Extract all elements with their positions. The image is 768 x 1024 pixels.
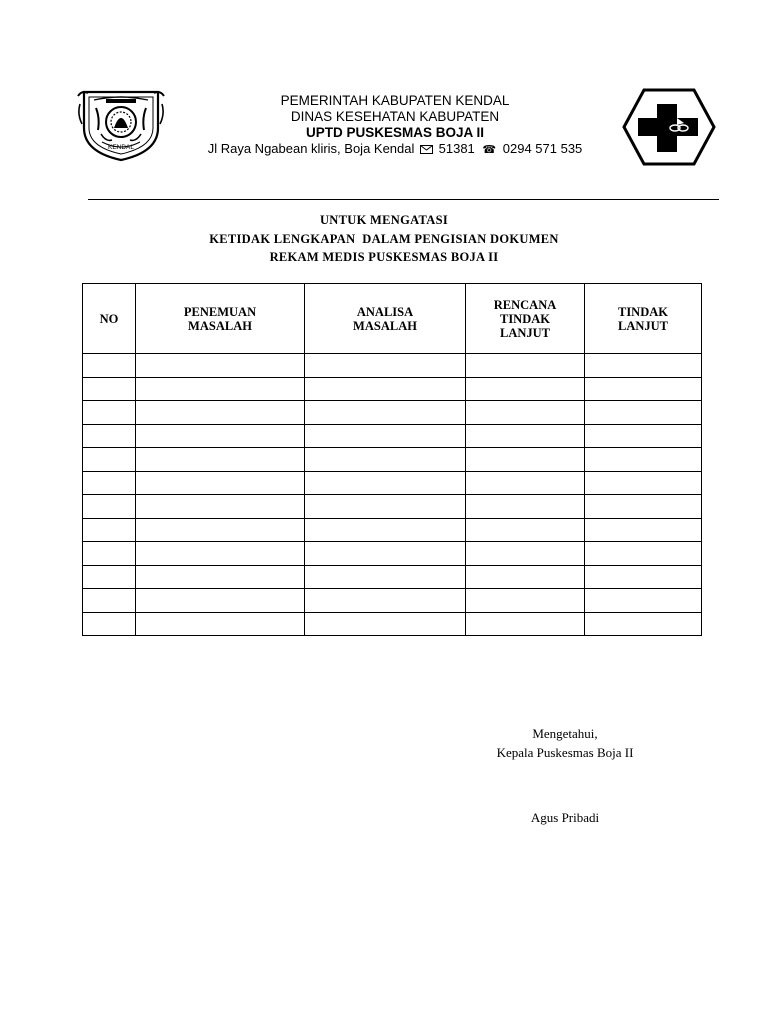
table-cell	[466, 471, 585, 495]
table-row	[83, 518, 702, 542]
address-line	[190, 141, 600, 158]
table-cell	[466, 612, 585, 636]
table-cell	[136, 612, 305, 636]
table-header-row	[83, 284, 702, 354]
table-cell	[305, 495, 466, 519]
table-cell	[136, 542, 305, 566]
table-cell	[136, 589, 305, 613]
table-row	[83, 424, 702, 448]
col-header-no: NO	[83, 284, 136, 354]
table-cell	[83, 448, 136, 472]
table-cell	[305, 377, 466, 401]
table-row	[83, 401, 702, 425]
col-header-rencana-tindak-lanjut: RENCANA TINDAK LANJUT	[466, 284, 585, 354]
table-cell	[305, 471, 466, 495]
table-cell	[466, 448, 585, 472]
table-cell	[466, 518, 585, 542]
col-header-analisa-masalah: ANALISA MASALAH	[305, 284, 466, 354]
table-cell	[585, 471, 702, 495]
table-cell	[585, 495, 702, 519]
table-cell	[305, 612, 466, 636]
table-cell	[585, 424, 702, 448]
table-row	[83, 448, 702, 472]
table-row	[83, 377, 702, 401]
postal-code: 51381	[438, 141, 475, 156]
envelope-icon	[420, 145, 433, 154]
table-cell	[83, 612, 136, 636]
problem-table	[82, 283, 702, 636]
seal-label: KENDAL	[107, 144, 135, 151]
table-cell	[136, 471, 305, 495]
table-cell	[136, 377, 305, 401]
table-cell	[585, 448, 702, 472]
table-cell	[466, 542, 585, 566]
table-cell	[466, 565, 585, 589]
table-row	[83, 495, 702, 519]
table-cell	[83, 354, 136, 378]
table-cell	[305, 354, 466, 378]
department-line: DINAS KESEHATAN KABUPATEN	[290, 109, 500, 124]
table-cell	[83, 518, 136, 542]
table-cell	[136, 518, 305, 542]
table-row	[83, 542, 702, 566]
table-cell	[83, 471, 136, 495]
table-cell	[136, 401, 305, 425]
kendal-seal-logo	[76, 84, 166, 162]
col-header-tindak-lanjut: TINDAK LANJUT	[585, 284, 702, 354]
table-cell	[305, 518, 466, 542]
document-title	[100, 211, 668, 267]
organization-name: UPTD PUSKESMAS BOJA II	[305, 125, 485, 140]
table-body	[83, 354, 702, 636]
table-cell	[585, 518, 702, 542]
medical-cross-logo	[620, 88, 718, 166]
table-cell	[136, 424, 305, 448]
table-row	[83, 612, 702, 636]
table-cell	[585, 612, 702, 636]
table-row	[83, 354, 702, 378]
table-cell	[136, 495, 305, 519]
signature-block	[440, 724, 690, 827]
table-cell	[136, 448, 305, 472]
table-cell	[305, 448, 466, 472]
table-cell	[305, 565, 466, 589]
table-cell	[136, 565, 305, 589]
table-cell	[83, 542, 136, 566]
street-address: Jl Raya Ngabean kliris, Boja Kendal	[207, 141, 415, 156]
table-cell	[305, 401, 466, 425]
table-cell	[305, 424, 466, 448]
table-cell	[305, 589, 466, 613]
acknowledged-label: Mengetahui,	[532, 726, 598, 741]
table-cell	[466, 401, 585, 425]
table-row	[83, 565, 702, 589]
table-cell	[466, 377, 585, 401]
col-header-penemuan-masalah: PENEMUAN MASALAH	[136, 284, 305, 354]
header-divider	[88, 199, 719, 200]
table-cell	[466, 354, 585, 378]
table-cell	[83, 589, 136, 613]
signer-position: Kepala Puskesmas Boja II	[496, 745, 634, 760]
table-cell	[83, 377, 136, 401]
table-cell	[585, 354, 702, 378]
telephone-icon: ☎	[482, 144, 497, 156]
table-row	[83, 589, 702, 613]
table-cell	[466, 589, 585, 613]
table-cell	[466, 495, 585, 519]
table-cell	[83, 424, 136, 448]
government-line: PEMERINTAH KABUPATEN KENDAL	[280, 93, 510, 108]
table-cell	[83, 401, 136, 425]
table-cell	[83, 565, 136, 589]
title-line-2: KETIDAK LENGKAPAN DALAM PENGISIAN DOKUMEN	[209, 231, 559, 246]
title-line-3: REKAM MEDIS PUSKESMAS BOJA II	[269, 250, 499, 264]
table-cell	[466, 424, 585, 448]
signer-name: Agus Pribadi	[530, 810, 600, 825]
table-cell	[136, 354, 305, 378]
table-cell	[585, 589, 702, 613]
phone-number: 0294 571 535	[502, 141, 583, 156]
table-cell	[585, 377, 702, 401]
table-cell	[585, 565, 702, 589]
table-cell	[305, 542, 466, 566]
letterhead	[190, 93, 600, 158]
table-cell	[585, 542, 702, 566]
table-row	[83, 471, 702, 495]
title-line-1: UNTUK MENGATASI	[319, 213, 448, 227]
table-cell	[585, 401, 702, 425]
table-cell	[83, 495, 136, 519]
